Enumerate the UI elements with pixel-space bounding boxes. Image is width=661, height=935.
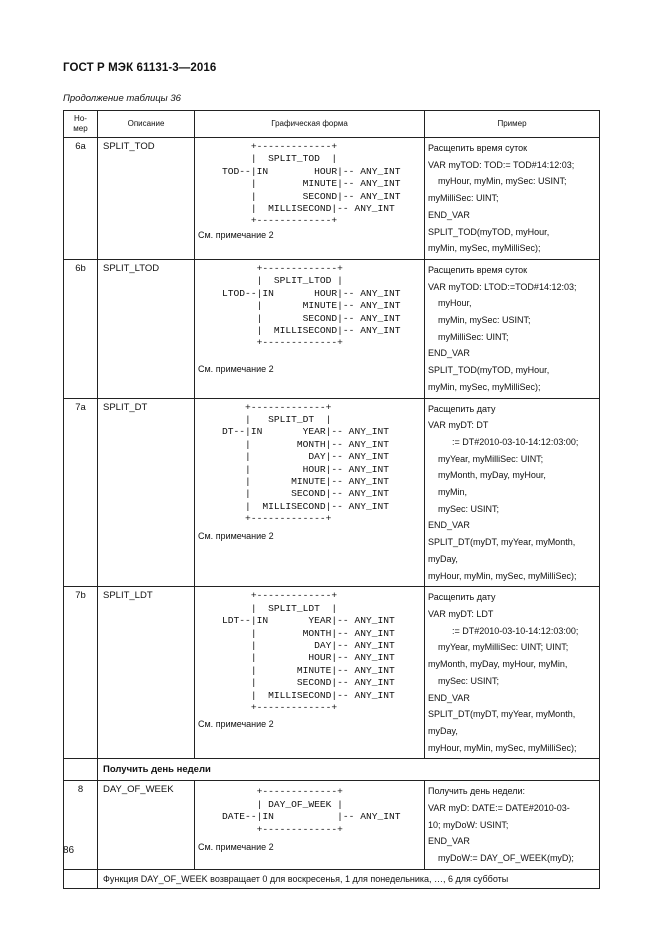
row-note: См. примечание 2 xyxy=(198,719,274,730)
example-line: END_VAR xyxy=(428,209,470,220)
example-line: myMilliSec: UINT; xyxy=(438,331,509,342)
table-continuation-label: Продолжение таблицы 36 xyxy=(63,93,181,104)
example-line: myMilliSec: UINT; xyxy=(428,193,499,204)
function-block-diagram: +-------------+ | SPLIT_LDT | LDT--|IN YEAR|-- ANY_INT | MONTH|-- ANY_INT | DAY|-- ANY_INT | HOUR|-- ANY_INT | MINUTE|-- ANY_INT | SECOND|-- ANY_INT | MILLISECOND|-- ANY_INT +-------------+ xyxy=(222,590,395,713)
footnote-row xyxy=(64,869,600,888)
example-line: myDoW:= DAY_OF_WEEK(myD); xyxy=(438,853,574,864)
row-graphic xyxy=(195,587,425,759)
example-line: := DT#2010-03-10-14:12:03:00; xyxy=(452,436,579,447)
row-example xyxy=(425,398,600,587)
example-line: VAR myTOD: TOD:= TOD#14:12:03; xyxy=(428,159,575,170)
row-graphic xyxy=(195,138,425,260)
function-block-diagram: +-------------+ | DAY_OF_WEEK | DATE--|IN |-- ANY_INT +-------------+ xyxy=(222,786,401,835)
example-line: myDay, xyxy=(428,553,458,564)
example-line: SPLIT_DT(myDT, myYear, myMonth, xyxy=(428,537,576,548)
example-line: Расщепить дату xyxy=(428,403,496,414)
row-example xyxy=(425,138,600,260)
col-header-graphic: Графическая форма xyxy=(195,111,425,138)
row-description: SPLIT_DT xyxy=(98,398,195,587)
example-line: myMin, xyxy=(438,487,467,498)
example-line: myMonth, myDay, myHour, xyxy=(438,470,546,481)
function-block-diagram: +-------------+ | SPLIT_DT | DT--|IN YEAR|-- ANY_INT | MONTH|-- ANY_INT | DAY|-- ANY_INT | HOUR|-- ANY_INT | MINUTE|-- ANY_INT | SECOND|-- ANY_INT | MILLISECOND|-- ANY_INT +-------------+ xyxy=(222,401,389,525)
example-line: myHour, myMin, mySec, myMilliSec); xyxy=(428,742,577,753)
col-header-description: Описание xyxy=(98,111,195,138)
example-line: END_VAR xyxy=(428,692,470,703)
row-description: SPLIT_LDT xyxy=(98,587,195,759)
example-line: mySec: USINT; xyxy=(438,503,500,514)
example-line: END_VAR xyxy=(428,520,470,531)
example-line: Расщепить время суток xyxy=(428,143,528,153)
table-row xyxy=(64,138,600,260)
footnote-empty-cell xyxy=(64,869,98,888)
example-line: myHour, myMin, mySec: USINT; xyxy=(438,176,567,187)
section-row xyxy=(64,759,600,781)
example-line: myDay, xyxy=(428,725,458,736)
example-line: SPLIT_TOD(myTOD, myHour, xyxy=(428,226,550,237)
section-title: Получить день недели xyxy=(98,759,600,781)
row-description: DAY_OF_WEEK xyxy=(98,781,195,870)
example-line: myMin, mySec, myMilliSec); xyxy=(428,243,541,254)
example-line: myMonth, myDay, myHour, myMin, xyxy=(428,659,568,670)
row-graphic xyxy=(195,781,425,870)
row-note: См. примечание 2 xyxy=(198,363,274,374)
example-line: := DT#2010-03-10-14:12:03:00; xyxy=(452,625,579,636)
example-line: Расщепить время суток xyxy=(428,264,528,275)
example-line: myMin, mySec, myMilliSec); xyxy=(428,381,541,392)
row-number: 6a xyxy=(64,138,98,260)
example-line: myYear, myMilliSec: UINT; UINT; xyxy=(438,642,569,653)
example-line: myHour, xyxy=(438,298,472,309)
row-example xyxy=(425,587,600,759)
function-block-diagram: +-------------+ | SPLIT_TOD | TOD--|IN HOUR|-- ANY_INT | MINUTE|-- ANY_INT | SECOND|-- ANY_INT | MILLISECOND|-- ANY_INT +-------------+ xyxy=(222,141,401,227)
section-empty-cell xyxy=(64,759,98,781)
row-number: 7a xyxy=(64,398,98,587)
example-line: myYear, myMilliSec: UINT; xyxy=(438,453,544,464)
example-line: Расщепить дату xyxy=(428,592,496,603)
row-example xyxy=(425,781,600,870)
row-example xyxy=(425,259,600,398)
row-number: 7b xyxy=(64,587,98,759)
example-line: myMin, mySec: USINT; xyxy=(438,315,531,326)
row-graphic xyxy=(195,398,425,587)
example-line: END_VAR xyxy=(428,348,470,359)
table-header-row xyxy=(64,111,600,138)
row-number: 6b xyxy=(64,259,98,398)
table-row xyxy=(64,781,600,870)
example-line: Получить день недели: xyxy=(428,786,525,797)
example-line: VAR myDT: LDT xyxy=(428,608,494,619)
col-header-example: Пример xyxy=(425,111,600,138)
row-description: SPLIT_TOD xyxy=(98,138,195,260)
col-header-number: Но- мер xyxy=(64,111,98,138)
example-line: END_VAR xyxy=(428,836,470,847)
function-block-diagram: +-------------+ | SPLIT_LTOD | LTOD--|IN HOUR|-- ANY_INT | MINUTE|-- ANY_INT | SECOND|-- ANY_INT | MILLISECOND|-- ANY_INT +-------------+ xyxy=(222,262,401,349)
functions-table xyxy=(63,110,600,889)
example-line: mySec: USINT; xyxy=(438,675,500,686)
row-note: См. примечание 2 xyxy=(198,530,274,541)
table-footnote: Функция DAY_OF_WEEK возвращает 0 для воскресенья, 1 для понедельника, …, 6 для субботы xyxy=(98,869,600,888)
table-row xyxy=(64,398,600,587)
row-graphic xyxy=(195,259,425,398)
document-header: ГОСТ Р МЭК 61131-3—2016 xyxy=(63,62,217,74)
page-number: 86 xyxy=(63,845,75,856)
example-line: VAR myD: DATE:= DATE#2010-03- xyxy=(428,803,570,814)
example-line: VAR myDT: DT xyxy=(428,420,489,431)
example-line: 10; myDoW: USINT; xyxy=(428,819,509,830)
example-line: SPLIT_DT(myDT, myYear, myMonth, xyxy=(428,709,576,720)
table-row xyxy=(64,259,600,398)
example-line: VAR myTOD: LTOD:=TOD#14:12:03; xyxy=(428,281,577,292)
row-note: См. примечание 2 xyxy=(198,841,274,852)
example-line: SPLIT_TOD(myTOD, myHour, xyxy=(428,365,550,376)
table-row xyxy=(64,587,600,759)
row-number: 8 xyxy=(64,781,98,870)
row-description: SPLIT_LTOD xyxy=(98,259,195,398)
row-note: См. примечание 2 xyxy=(198,229,274,240)
example-line: myHour, myMin, mySec, myMilliSec); xyxy=(428,570,577,581)
